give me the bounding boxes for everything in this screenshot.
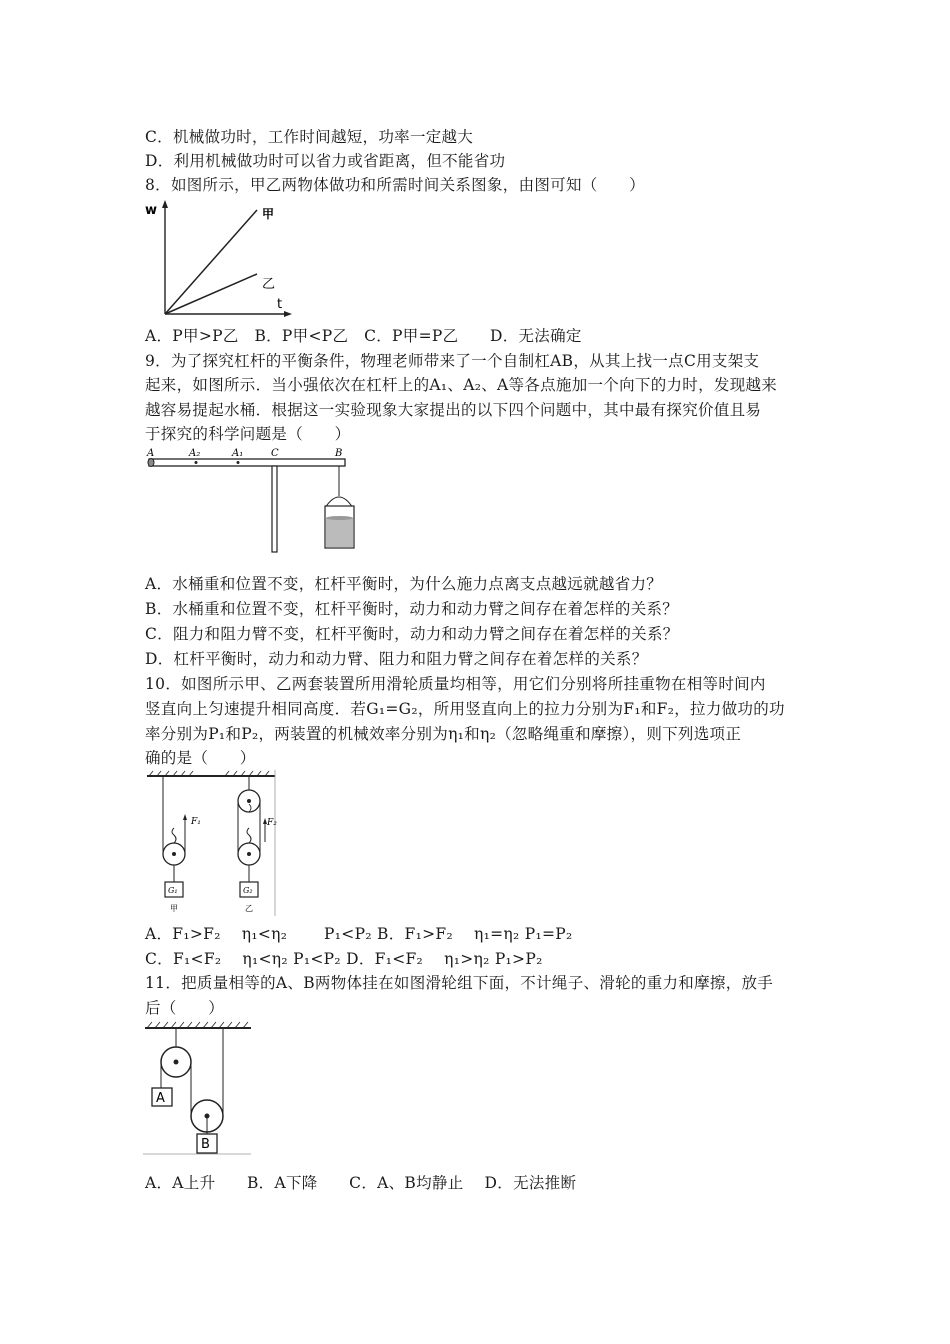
q10-label-g2: G₂ [243,886,253,895]
q11-stem-2: 后（ ） [145,999,225,1017]
q10-label-jia: 甲 [170,904,178,913]
q10-pulley-figure [143,770,283,918]
q8-series-yi-line [165,274,257,314]
q8-options: A．P甲>P乙 B．P甲<P乙 C．P甲=P乙 D．无法确定 [145,327,582,345]
q9-option-d: D．杠杆平衡时，动力和动力臂、阻力和阻力臂之间存在着怎样的关系？ [145,650,648,668]
q9-stem-3: 越容易提起水桶．根据这一实验现象大家提出的以下四个问题中，其中最有探究价值且易 [145,401,762,419]
q10-label-g1: G₁ [168,886,178,895]
q11-options: A．A上升 B．A下降 C．A、B均静止 D．无法推断 [145,1174,577,1192]
q9-lever-figure [143,446,363,556]
q9-label-a1: A₁ [232,448,244,459]
q8-stem: 8．如图所示，甲乙两物体做功和所需时间关系图象，由图可知（ ） [145,176,645,194]
q9-stem-2: 起来，如图所示．当小强依次在杠杆上的A₁、A₂、A等各点施加一个向下的力时，发现越来 [145,376,778,394]
q7-option-d: D．利用机械做功时可以省力或省距离，但不能省功 [145,152,506,170]
q7-option-c: C．机械做功时，工作时间越短，功率一定越大 [145,128,474,146]
q9-option-b: B．水桶重和位置不变，杠杆平衡时，动力和动力臂之间存在着怎样的关系？ [145,600,679,618]
q10-stem-2: 竖直向上匀速提升相同高度．若G₁=G₂，所用竖直向上的拉力分别为F₁和F₂，拉力做功的功 [145,700,785,718]
q9-label-a2: A₂ [189,448,201,459]
q9-option-a: A．水桶重和位置不变，杠杆平衡时，为什么施力点离支点越远就越省力？ [145,575,663,593]
q8-series-jia-line [165,210,257,314]
q8-xlabel: t [277,297,283,312]
q11-stem-1: 11．把质量相等的A、B两物体挂在如图滑轮组下面，不计绳子、滑轮的重力和摩擦，放手 [145,974,774,992]
q8-series-jia-label: 甲 [262,207,275,221]
q10-stem-4: 确的是（ ） [145,749,256,767]
q11-pulley-figure [143,1020,255,1158]
q9-stem-1: 9．为了探究杠杆的平衡条件，物理老师带来了一个自制杠AB，从其上找一点C用支架支 [145,352,760,370]
q9-label-a: A [147,448,155,459]
q10-label-f1: F₁ [191,817,201,827]
q8-ylabel: w [145,203,158,218]
q8-work-time-graph [143,198,293,318]
q9-label-c: C [271,448,279,459]
q9-option-c: C．阻力和阻力臂不变，杠杆平衡时，动力和动力臂之间存在着怎样的关系？ [145,625,679,643]
q8-series-yi-label: 乙 [262,277,276,292]
q9-label-b: B [335,448,343,459]
q11-label-a: A [156,1091,165,1106]
q10-stem-1: 10．如图所示甲、乙两套装置所用滑轮质量均相等，用它们分别将所挂重物在相等时间内 [145,675,766,693]
q11-label-b: B [201,1137,210,1152]
q10-options-2: C．F₁<F₂ η₁<η₂ P₁<P₂ D．F₁<F₂ η₁>η₂ P₁>P₂ [145,950,543,968]
q10-stem-3: 率分别为P₁和P₂，两装置的机械效率分别为η₁和η₂（忽略绳重和摩擦），则下列选项正 [145,725,742,743]
q10-label-f2: F₂ [267,818,277,828]
q10-label-yi: 乙 [245,904,253,913]
q10-options-1: A．F₁>F₂ η₁<η₂ P₁<P₂ B．F₁>F₂ η₁=η₂ P₁=P₂ [145,925,573,943]
q9-stem-4: 于探究的科学问题是（ ） [145,425,351,443]
